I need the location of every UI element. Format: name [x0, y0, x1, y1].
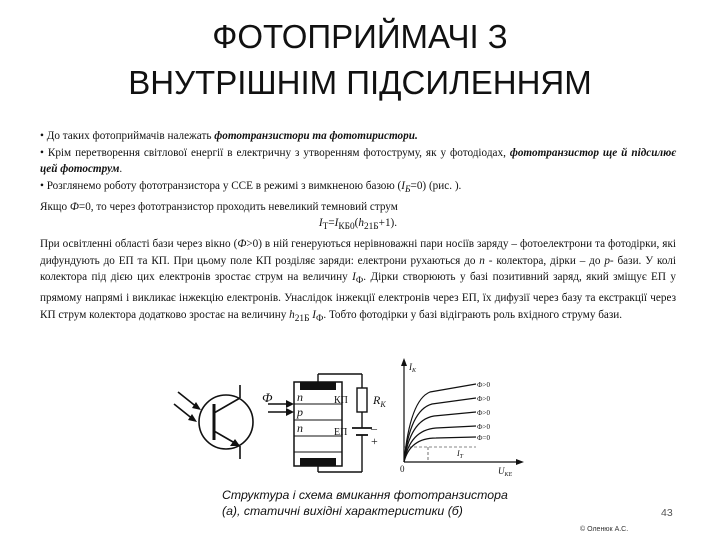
collector-junction-label: КП	[334, 395, 348, 406]
graph-y-label: $I_К$	[409, 362, 416, 374]
curve-label-5: Ф=0	[477, 434, 490, 442]
curve-1	[404, 384, 476, 462]
output-characteristics-graph	[400, 358, 524, 478]
caption-line-1: Структура і схема вмикання фототранзистора	[222, 488, 508, 502]
title-line-2: ВНУТРІШНІМ ПІДСИЛЕННЯМ	[128, 64, 592, 101]
curve-5	[404, 437, 476, 462]
light-flux-label: Ф	[262, 390, 273, 405]
paragraph-1: • До таких фотоприймачів належать фототранзистори та фототиристори.	[40, 130, 418, 142]
structure-block	[262, 382, 348, 466]
dark-current-label: $I_Т$	[457, 449, 464, 460]
copyright: © Оленюк А.С.	[580, 526, 629, 533]
layer-n-bottom-label: n	[297, 421, 303, 435]
paragraph-5: При освітленні області бази через вікно (Ф>0) в ній генеруються нерівноважні пари носіїв заряду – фотоелектрони та фотодірки, які дифундують до ЕП та КП. При цьому поле КП розділяє заряди: електрони рухаються до n - колектора, дірки – до p- бази. У колі колектора під дією цих електронів зростає струм на величину $I_Ф$. Дірки створюють у базі позитивний заряд, який зміщує ЕП у прямому напрямі і викликає інжекцію електронів. Унаслідок інжекції електронів через ЕП, їх дифузії через базу та екстракції через КП струм колектора додатково зростає на величину $h_{21Б}$ $I_Ф$. Тобто фотодірки у базі відіграють роль вхідного струму бази.	[40, 238, 676, 324]
caption-line-2: (а), статичні вихідні характеристики (б)	[222, 504, 463, 518]
curve-label-1: Ф>0	[477, 381, 490, 389]
layer-n-top-label: n	[297, 390, 303, 404]
title-line-1: ФОТОПРИЙМАЧІ З	[212, 18, 508, 55]
curve-label-3: Ф>0	[477, 409, 490, 417]
paragraph-2: • Крім перетворення світлової енергії в електричну з утворенням фотоструму, як у фотодіодах, фототранзистор ще й підсилює цей фотострум.	[40, 146, 676, 176]
curve-label-4: Ф>0	[477, 423, 490, 431]
graph-origin-label: 0	[400, 464, 405, 474]
curve-label-2: Ф>0	[477, 395, 490, 403]
minus-sign: –	[371, 421, 377, 435]
paragraph-4: Якщо Ф=0, то через фототранзистор проходить невеликий темновий струм	[40, 200, 398, 213]
layer-p-label: p	[297, 405, 303, 419]
formula: $I_Т=I_{КБ0}(h_{21Б}+1)$.	[318, 217, 398, 233]
figure-caption	[222, 487, 522, 519]
paragraph-3: • Розглянемо роботу фототранзистора у ССЕ в режимі з вимкненою базою $(I_Б=0)$ (рис. ).	[40, 179, 462, 196]
page-number: 43	[661, 507, 673, 519]
emitter-junction-label: ЕП	[334, 427, 348, 438]
resistor-label: $R_К$	[373, 393, 386, 409]
graph-x-label: $U_{КЕ}$	[498, 466, 513, 478]
plus-sign: +	[371, 434, 378, 448]
transistor-symbol	[174, 385, 253, 459]
